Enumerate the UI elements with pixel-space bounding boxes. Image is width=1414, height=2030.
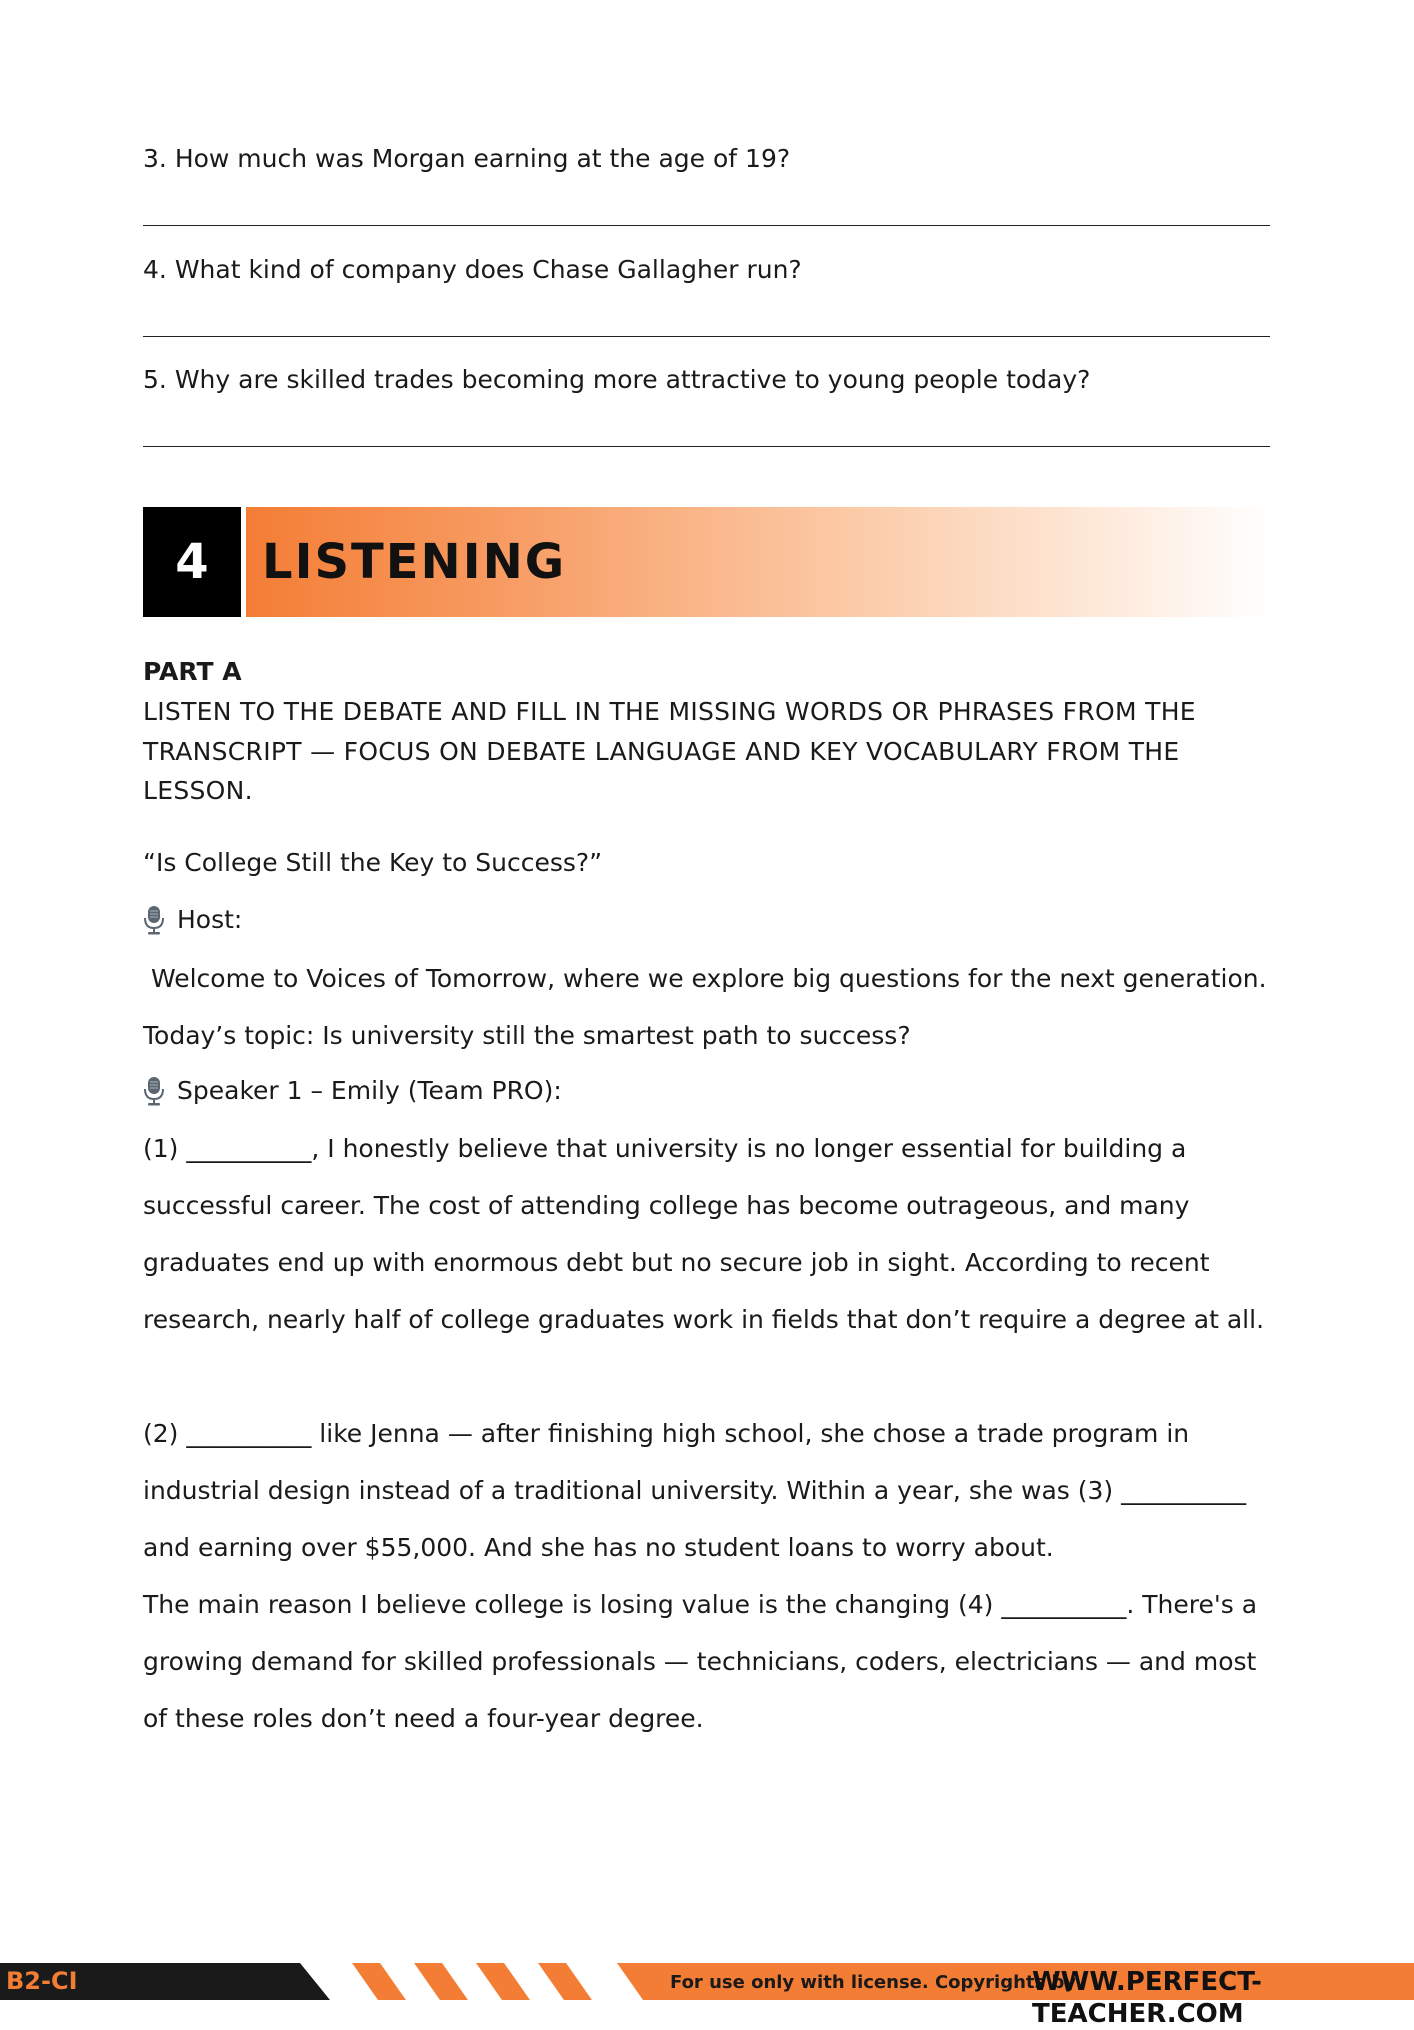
host-label (143, 900, 242, 940)
question-number: 4. (143, 255, 167, 284)
part-label: PART A (143, 657, 242, 686)
question-3 (143, 143, 790, 175)
instructions: LISTEN TO THE DEBATE AND FILL IN THE MISSING WORDS OR PHRASES FROM THE TRANSCRIPT — FOCUS ON DEBATE LANGUAGE AND KEY VOCABULARY FROM THE LESSON. (143, 697, 1196, 805)
microphone-icon (143, 1076, 165, 1106)
speaker1-label (143, 1071, 562, 1111)
host-text: Welcome to Voices of Tomorrow, where we explore big questions for the next generation. Today’s topic: Is university still the smartest path to success? (143, 964, 1275, 1050)
question-5 (143, 364, 1090, 396)
answer-line-3[interactable] (143, 225, 1270, 226)
answer-line-4[interactable] (143, 336, 1270, 337)
footer (0, 1963, 1414, 2029)
speaker1-label-text: Speaker 1 – Emily (Team PRO): (177, 1076, 562, 1105)
question-4 (143, 254, 802, 286)
footer-stripe (352, 1963, 406, 2000)
section-bar (246, 507, 1273, 617)
question-text: How much was Morgan earning at the age of 19? (174, 144, 791, 173)
footer-site-link[interactable]: WWW.PERFECT-TEACHER.COM (1032, 1967, 1262, 2029)
speaker1-paragraph-3: The main reason I believe college is losing value is the changing (4) __________. There's a growing demand for skilled professionals — technicians, coders, electricians — and most of these roles don’t need a four-year degree. (143, 1590, 1258, 1733)
footer-level: B2-CI (6, 1967, 78, 1995)
question-number: 3. (143, 144, 167, 173)
speaker1-paragraph-2: (2) __________ like Jenna — after finishing high school, she chose a trade program in industrial design instead of a traditional university. Within a year, she was (3) __________ and earning over $55,000. And she has no student loans to worry about. (143, 1419, 1247, 1562)
question-text: Why are skilled trades becoming more attractive to young people today? (174, 365, 1091, 394)
footer-stripe (538, 1963, 592, 2000)
answer-line-5[interactable] (143, 446, 1270, 447)
section-number: 4 (143, 507, 241, 617)
section-header (143, 507, 1273, 617)
footer-license: For use only with license. Copyrights by (670, 1972, 1077, 1993)
transcript-title: “Is College Still the Key to Success?” (143, 848, 603, 877)
microphone-icon (143, 905, 165, 935)
footer-stripe (414, 1963, 468, 2000)
question-number: 5. (143, 365, 167, 394)
section-title: LISTENING (262, 534, 567, 590)
speaker1-paragraph-1: (1) __________, I honestly believe that university is no longer essential for building a successful career. The cost of attending college has become outrageous, and many graduates end up with enormous debt but no secure job in sight. According to recent research, nearly half of college graduates work in fields that don’t require a degree at all. (143, 1134, 1265, 1334)
footer-stripe (476, 1963, 530, 2000)
host-label-text: Host: (177, 905, 243, 934)
question-text: What kind of company does Chase Gallagher run? (174, 255, 802, 284)
